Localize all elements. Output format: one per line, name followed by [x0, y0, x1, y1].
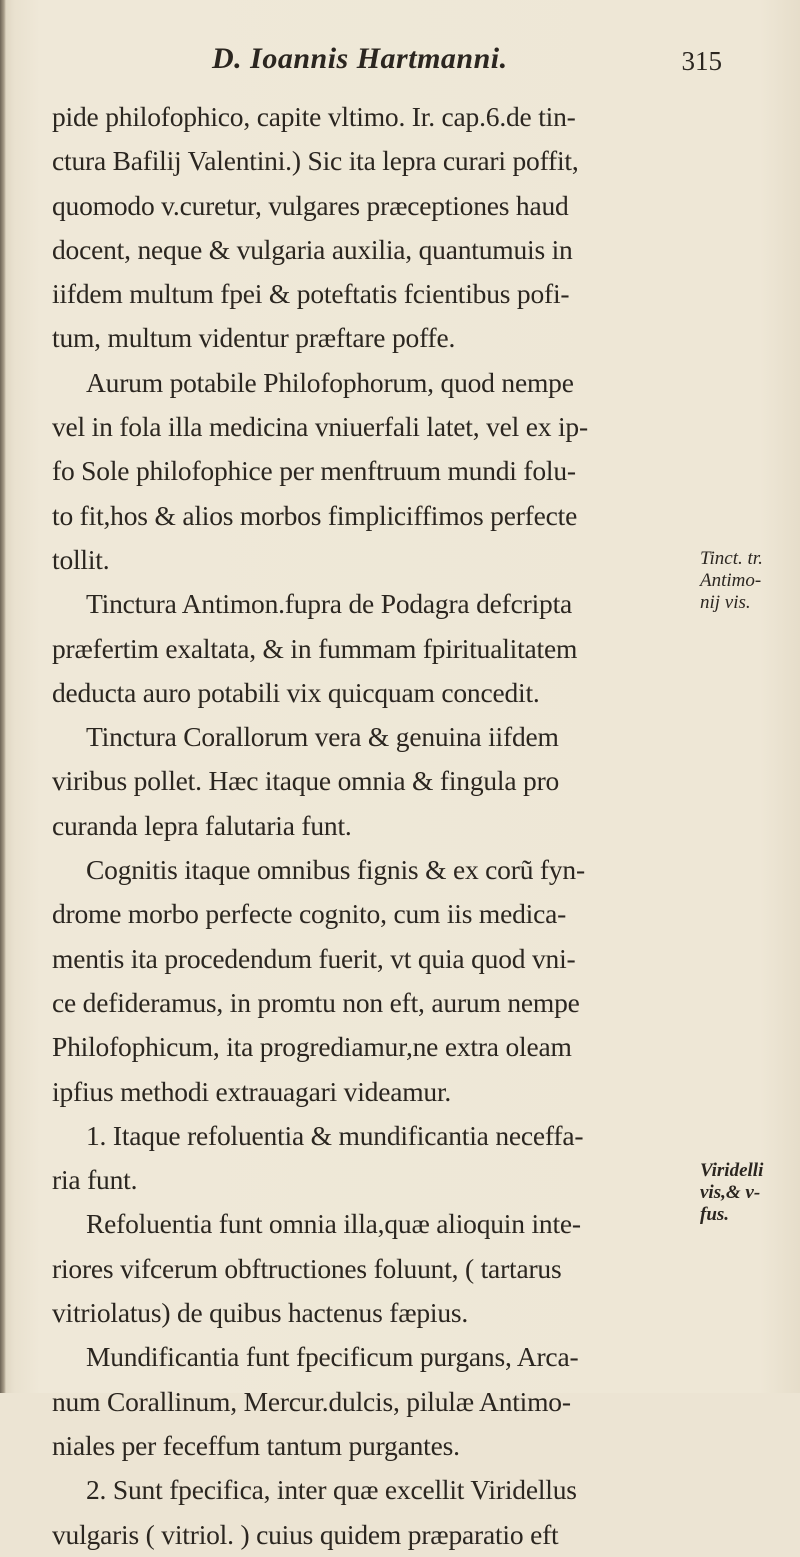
margin-note-line: Antimo-	[700, 570, 762, 591]
text-line: curanda lepra falutaria funt.	[52, 809, 352, 841]
text-line: viribus pollet. Hæc itaque omnia & fingula pro	[52, 765, 560, 797]
text-line: docent, neque & vulgaria auxilia, quantumuis in	[52, 233, 573, 265]
binding-shadow	[0, 0, 6, 1393]
text-line: deducta auro potabili vix quicquam concedit.	[52, 676, 540, 708]
margin-note-antimony	[700, 548, 763, 614]
text-line: ipfius methodi extrauagari videamur.	[52, 1075, 452, 1107]
text-line: Cognitis itaque omnibus fignis & ex corũ fyn-	[86, 854, 585, 886]
text-line: Refoluentia funt omnia illa,quæ alioquin inte-	[86, 1208, 581, 1240]
text-line: ctura Bafilij Valentini.) Sic ita lepra curari poffit,	[52, 145, 579, 177]
margin-note-line: nij vis.	[700, 592, 751, 613]
text-line: ce defideramus, in promtu non eft, aurum nempe	[52, 986, 580, 1018]
margin-note-line: vis,& v-	[700, 1182, 761, 1203]
text-line: præfertim exaltata, & in fummam fpiritualitatem	[52, 632, 578, 664]
text-line: riores vifcerum obftructiones foluunt, ( tartarus	[52, 1252, 562, 1284]
text-line: tollit.	[52, 543, 110, 575]
text-line: Tinctura Corallorum vera & genuina iifdem	[86, 721, 559, 753]
text-line: Tinctura Antimon.fupra de Podagra defcripta	[86, 588, 573, 620]
text-line: iifdem multum fpei & poteftatis fcientibus pofi-	[52, 278, 570, 310]
text-line: Aurum potabile Philofophorum, quod nempe	[86, 366, 574, 398]
text-line: vitriolatus) de quibus hactenus fæpius.	[52, 1297, 469, 1329]
page-number: 315	[681, 46, 722, 76]
text-line: vulgaris ( vitriol. ) cuius quidem præparatio eft	[52, 1518, 559, 1550]
text-line: 1. Itaque refoluentia & mundificantia neceffa-	[86, 1119, 584, 1151]
text-line: quomodo v.curetur, vulgares præceptiones haud	[52, 189, 569, 221]
text-line: niales per feceffum tantum purgantes.	[52, 1429, 460, 1461]
text-line: drome morbo perfecte cognito, cum iis medica-	[52, 898, 567, 930]
text-line: to fit,hos & alios morbos fimpliciffimos perfecte	[52, 499, 578, 531]
running-title: D. Ioannis Hartmanni.	[212, 42, 508, 75]
margin-note-line: Viridelli	[700, 1160, 764, 1181]
text-line: fo Sole philofophice per menftruum mundi folu-	[52, 455, 576, 487]
text-line: pide philofophico, capite vltimo. Ir. cap.6.de tin-	[52, 101, 576, 132]
page-header	[52, 40, 722, 88]
text-line: ria funt.	[52, 1164, 138, 1196]
text-line: Philofophicum, ita progrediamur,ne extra oleam	[52, 1031, 572, 1063]
text-line: vel in fola illa medicina vniuerfali latet, vel ex ip-	[52, 411, 588, 443]
margin-note-viridellus	[700, 1160, 763, 1226]
text-line: mentis ita procedendum fuerit, vt quia quod vni-	[52, 942, 576, 974]
text-line: Mundificantia funt fpecificum purgans, Arca-	[86, 1341, 579, 1373]
margin-note-line: fus.	[700, 1204, 730, 1225]
text-line: tum, multum videntur præftare poffe.	[52, 322, 456, 354]
text-line: 2. Sunt fpecifica, inter quæ excellit Viridellus	[86, 1474, 577, 1506]
body-text	[52, 95, 692, 1557]
text-line: num Corallinum, Mercur.dulcis, pilulæ Antimo-	[52, 1385, 571, 1417]
margin-note-line: Tinct. tr.	[700, 548, 763, 569]
